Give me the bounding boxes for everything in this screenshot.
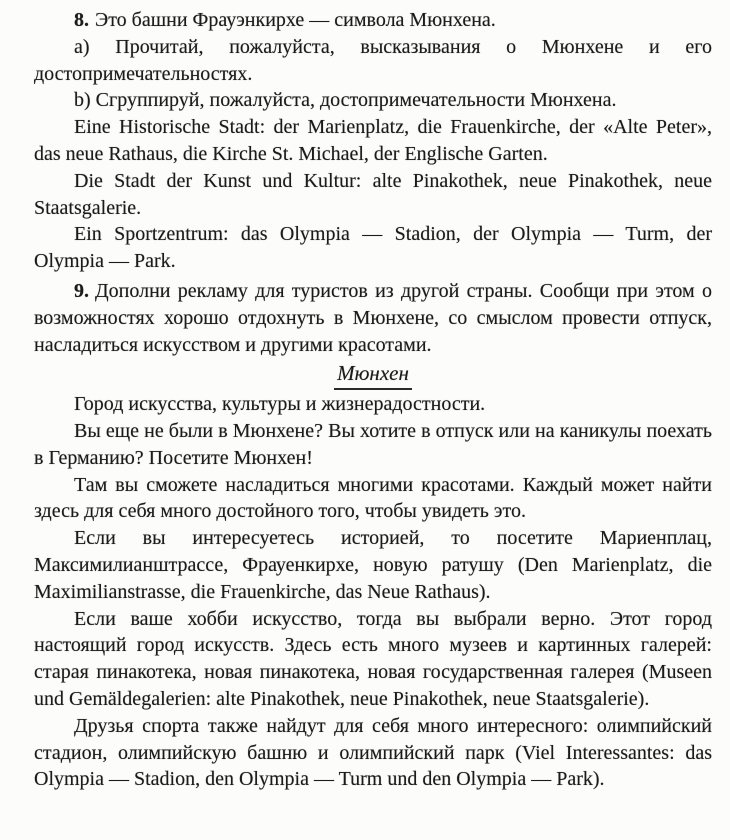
advert-sport-paragraph (34, 713, 712, 793)
task-8b-text: b) Сгруппируй, пожалуйста, достопримечательности Мюнхена. (74, 89, 617, 112)
task-8-text: Это башни Фрауэнкирхе — символа Мюнхена. (95, 9, 496, 31)
german-group-art-culture (34, 168, 712, 222)
task-8-paragraph (34, 7, 712, 34)
title-row (34, 360, 712, 390)
document-title: Мюнхен (334, 360, 412, 390)
advert-beauty-text: Там вы сможете насладиться многими красотами. Каждый может найти здесь для себя много достойного того, чтобы увидеть это. (34, 473, 712, 523)
german-group-historic-city (34, 114, 712, 168)
advert-history-text: Если вы интересуетесь историей, то посетите Мариенплац, Максимилианштрассе, Фрауенкирхе, новую ратушу (Den Marienplatz, die Maximilianstrasse, die Frauenkirche, das Neue Rathaus). (34, 527, 712, 603)
advert-art-text: Если ваше хобби искусство, тогда вы выбрали верно. Этот город настоящий город искусств. Здесь есть много музеев и картинных галерей: старая пинакотека, новая пинакотека, новая государственная галерея (Museen und Gemäldegalerien: alte Pinakothek, neue Pinakothek, neue Staatsgalerie). (34, 607, 712, 710)
advert-sport-text: Друзья спорта также найдут для себя много интересного: олимпийский стадион, олимпийскую башню и олимпийский парк (Viel Interessantes: das Olympia — Stadion, den Olympia — Turm und den Olympia — Park). (34, 714, 712, 791)
advert-beauty-paragraph (34, 472, 712, 526)
advert-slogan-paragraph (34, 391, 712, 418)
task-9-number: 9. (74, 279, 89, 302)
german-group-sport-center (34, 221, 712, 275)
advert-slogan-text: Город искусства, культуры и жизнерадостности. (74, 393, 486, 416)
task-8a-text: a) Прочитай, пожалуйста, высказывания о Мюнхене и его достопримечательностях. (34, 35, 712, 85)
task-8a-paragraph (34, 34, 712, 88)
task-9-paragraph (34, 278, 712, 358)
advert-art-paragraph (34, 606, 712, 713)
task-9-text: Дополни рекламу для туристов из другой страны. Сообщи при этом о возможностях хорошо отдохнуть в Мюнхене, со смыслом провести отпуск, насладиться искусством и другими красотами. (34, 279, 712, 356)
german-group-historic-city-text: Eine Historische Stadt: der Marienplatz, die Frauenkirche, der «Alte Peter», das neue Rathaus, die Kirche St. Michael, der Englische Garten. (34, 116, 712, 165)
task-8b-paragraph (34, 87, 712, 114)
german-group-art-culture-text: Die Stadt der Kunst und Kultur: alte Pinakothek, neue Pinakothek, neue Staatsgalerie. (34, 169, 712, 219)
advert-invitation-text: Вы еще не были в Мюнхене? Вы хотите в отпуск или на каникулы поехать в Германию? Посетите Мюнхен! (34, 419, 712, 469)
german-group-sport-center-text: Ein Sportzentrum: das Olympia — Stadion, der Olympia — Turm, der Olympia — Park. (34, 223, 712, 273)
advert-invitation-paragraph (34, 418, 712, 472)
task-8-number: 8. (74, 9, 89, 31)
advert-history-paragraph (34, 525, 712, 605)
